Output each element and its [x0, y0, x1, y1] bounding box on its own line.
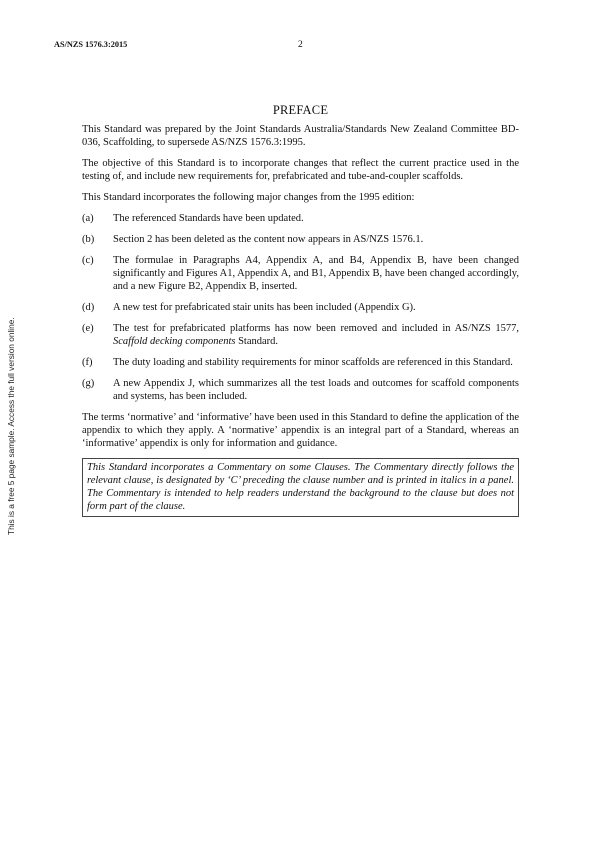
list-item	[82, 212, 519, 225]
list-item-label: (a)	[82, 213, 94, 224]
list-item-label: (f)	[82, 357, 93, 368]
list-item-text: The formulae in Paragraphs A4, Appendix A, and B4, Appendix B, have been changed significantly and Figures A1, Appendix A, and B1, Appendix B, have been changed accordingly, and a new Figure B2, Appendix B, inserted.	[113, 255, 519, 292]
changes-intro-paragraph: This Standard incorporates the following major changes from the 1995 edition:	[82, 192, 415, 203]
list-item-label: (d)	[82, 302, 95, 313]
list-item	[82, 301, 519, 314]
standard-title-italic: Scaffold decking components	[113, 336, 236, 347]
list-item	[82, 254, 519, 293]
normative-paragraph: The terms ‘normative’ and ‘informative’ have been used in this Standard to define the application of the appendix to which they apply. A ‘normative’ appendix is an integral part of a Standard, whereas an ‘informative’ appendix is only for information and guidance.	[82, 412, 519, 449]
list-item-text	[113, 323, 519, 347]
preface-heading: PREFACE	[272, 103, 329, 117]
list-item-text: A new Appendix J, which summarizes all the test loads and outcomes for scaffold components and systems, has been included.	[113, 378, 519, 402]
list-item	[82, 356, 519, 369]
list-item-text: Section 2 has been deleted as the content now appears in AS/NZS 1576.1.	[113, 234, 424, 245]
page-number: 2	[298, 40, 303, 50]
commentary-panel: This Standard incorporates a Commentary on some Clauses. The Commentary directly follows the relevant clause, is designated by ‘C’ preceding the clause number and is printed in italics in a panel. The Commentary is intended to help readers understand the background to the clause but does not form part of the clause.	[82, 458, 519, 517]
list-item-text-end: Standard.	[235, 336, 279, 347]
list-item-label: (g)	[82, 378, 95, 389]
list-item-text: A new test for prefabricated stair units has been included (Appendix G).	[113, 302, 416, 313]
page-header	[54, 40, 554, 56]
list-item	[82, 377, 519, 403]
intro-paragraph: This Standard was prepared by the Joint Standards Australia/Standards New Zealand Committee BD-036, Scaffolding, to supersede AS/NZS 1576.3:1995.	[82, 124, 519, 148]
document-code: AS/NZS 1576.3:2015	[54, 40, 128, 49]
list-item-label: (b)	[82, 234, 95, 245]
list-item-text-start: The test for prefabricated platforms has now been removed and included in AS/NZS 1577,	[113, 323, 519, 334]
list-item-label: (e)	[82, 323, 94, 334]
list-item	[82, 233, 519, 246]
sample-notice: This is a free 5 page sample. Access the full version online.	[6, 317, 16, 535]
list-item-label: (c)	[82, 255, 94, 266]
list-item-text: The referenced Standards have been updated.	[113, 213, 304, 224]
objective-paragraph: The objective of this Standard is to incorporate changes that reflect the current practice used in the testing of, and include new requirements for, prefabricated and tube-and-coupler scaffolds.	[82, 158, 519, 182]
list-item	[82, 322, 519, 348]
list-item-text: The duty loading and stability requirements for minor scaffolds are referenced in this Standard.	[113, 357, 513, 368]
preface-section	[82, 104, 519, 517]
